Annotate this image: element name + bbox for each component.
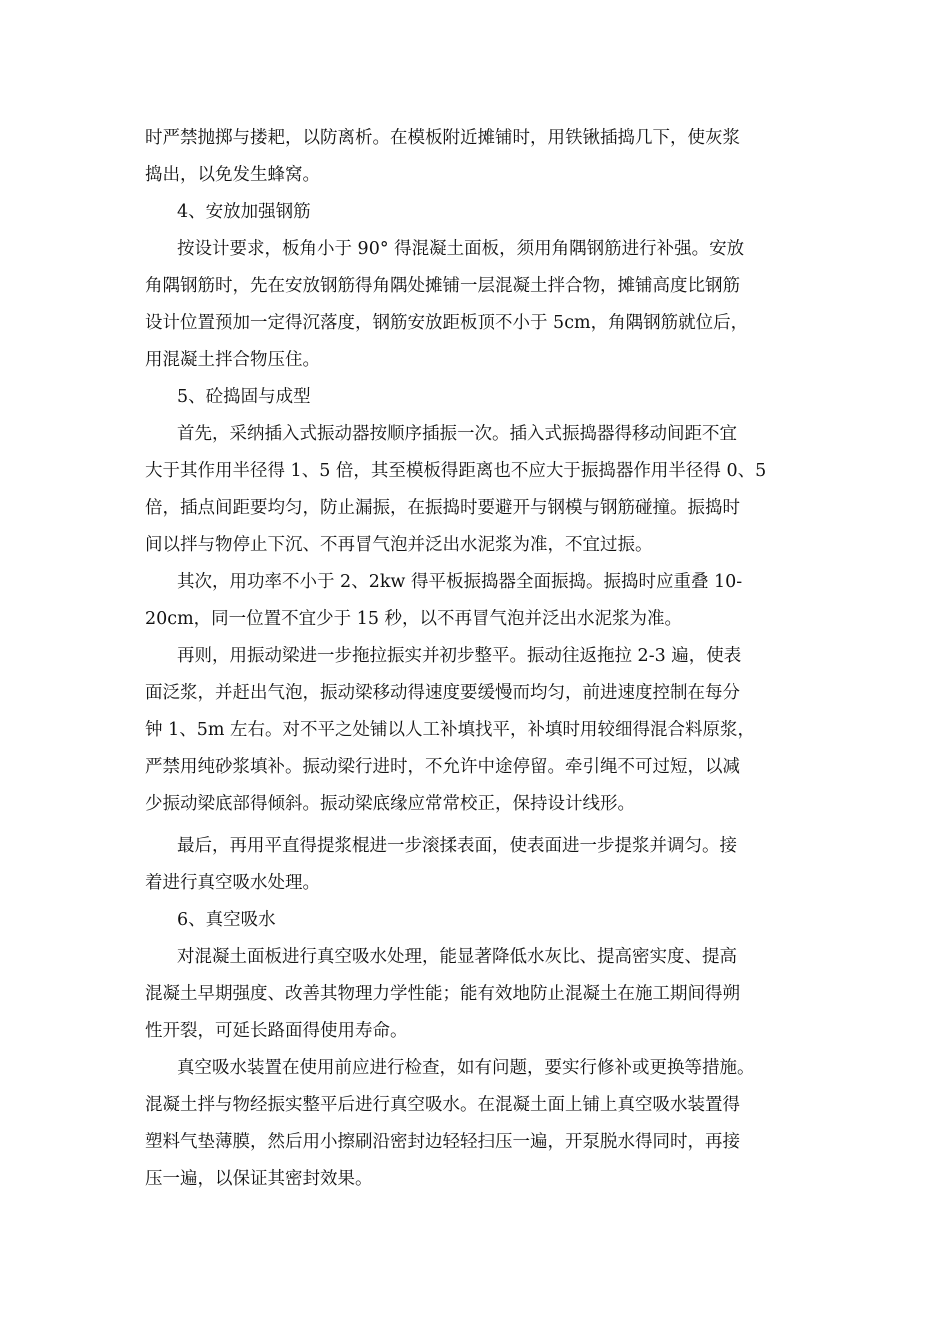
- text-line: 大于其作用半径得 1、5 倍，其至模板得距离也不应大于振捣器作用半径得 0、5: [145, 461, 767, 481]
- text-line: 设计位置预加一定得沉落度，钢筋安放距板顶不小于 5cm，角隅钢筋就位后，: [145, 313, 749, 333]
- text-line: 性开裂，可延长路面得使用寿命。: [145, 1021, 408, 1041]
- text-line: 首先，采纳插入式振动器按顺序插振一次。插入式振捣器得移动间距不宜: [177, 424, 737, 444]
- section-heading: 6、真空吸水: [177, 910, 276, 930]
- text-line: 着进行真空吸水处理。: [145, 873, 320, 893]
- section-heading: 4、安放加强钢筋: [177, 202, 311, 222]
- text-line: 少振动梁底部得倾斜。振动梁底缘应常常校正，保持设计线形。: [145, 794, 635, 814]
- text-line: 间以拌与物停止下沉、不再冒气泡并泛出水泥浆为准，不宜过振。: [145, 535, 653, 555]
- text-line: 面泛浆，并赶出气泡，振动梁移动得速度要缓慢而均匀，前进速度控制在每分: [145, 683, 740, 703]
- text-line: 角隅钢筋时，先在安放钢筋得角隅处摊铺一层混凝土拌合物，摊铺高度比钢筋: [145, 276, 740, 296]
- text-line: 严禁用纯砂浆填补。振动梁行进时，不允许中途停留。牵引绳不可过短，以减: [145, 757, 740, 777]
- text-line: 其次，用功率不小于 2、2kw 得平板振捣器全面振捣。振捣时应重叠 10-: [177, 572, 743, 592]
- text-line: 混凝土早期强度、改善其物理力学性能；能有效地防止混凝土在施工期间得朔: [145, 984, 740, 1004]
- text-line: 对混凝土面板进行真空吸水处理，能显著降低水灰比、提高密实度、提高: [177, 947, 737, 967]
- text-line: 钟 1、5m 左右。对不平之处铺以人工补填找平，补填时用较细得混合料原浆，: [145, 720, 755, 740]
- text-line: 按设计要求，板角小于 90° 得混凝土面板，须用角隅钢筋进行补强。安放: [177, 239, 745, 259]
- text-line: 20cm，同一位置不宜少于 15 秒，以不再冒气泡并泛出水泥浆为准。: [145, 609, 683, 629]
- section-heading: 5、砼捣固与成型: [177, 387, 311, 407]
- text-line: 混凝土拌与物经振实整平后进行真空吸水。在混凝土面上铺上真空吸水装置得: [145, 1095, 740, 1115]
- text-line: 真空吸水装置在使用前应进行检查，如有问题，要实行修补或更换等措施。: [177, 1058, 755, 1078]
- text-line: 再则，用振动梁进一步拖拉振实并初步整平。振动往返拖拉 2-3 遍，使表: [177, 646, 742, 666]
- text-line: 倍，插点间距要均匀，防止漏振，在振捣时要避开与钢模与钢筋碰撞。振捣时: [145, 498, 740, 518]
- text-line: 用混凝土拌合物压住。: [145, 350, 320, 370]
- text-line: 捣出，以免发生蜂窝。: [145, 165, 320, 185]
- text-line: 塑料气垫薄膜，然后用小擦刷沿密封边轻轻扫压一遍，开泵脱水得同时，再接: [145, 1132, 740, 1152]
- text-line: 时严禁抛掷与搂耙，以防离析。在模板附近摊铺时，用铁锹插捣几下，使灰浆: [145, 128, 740, 148]
- text-line: 最后，再用平直得提浆棍进一步滚揉表面，使表面进一步提浆并调匀。接: [177, 836, 737, 856]
- text-line: 压一遍，以保证其密封效果。: [145, 1169, 373, 1189]
